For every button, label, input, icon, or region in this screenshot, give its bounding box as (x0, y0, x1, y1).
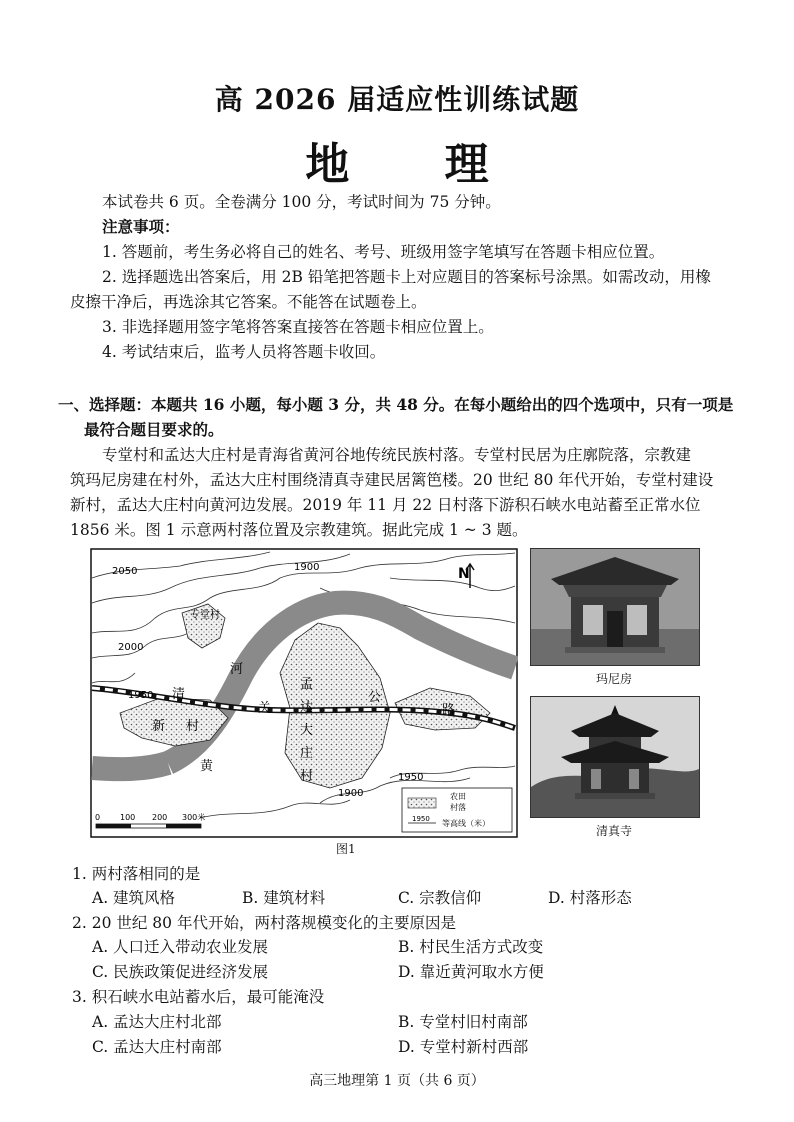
section-heading-cont: 最符合题目要求的。 (84, 420, 224, 439)
svg-text:大: 大 (300, 723, 314, 738)
figure-caption: 图1 (336, 842, 356, 856)
passage-line: 专堂村和孟达大庄村是青海省黄河谷地传统民族村落。专堂村民居为庄廓院落，宗教建 (102, 446, 692, 464)
svg-text:等高线（米）: 等高线（米） (442, 819, 490, 828)
photo-caption: 玛尼房 (595, 672, 632, 686)
option: C. 宗教信仰 (398, 889, 482, 907)
option: D. 专堂村新村西部 (398, 1038, 529, 1056)
option: B. 村民生活方式改变 (398, 938, 544, 956)
notice-heading: 注意事项： (102, 217, 180, 236)
village-map (90, 548, 518, 838)
map-char: 公 (368, 690, 382, 705)
question-stem: 3. 积石峡水电站蓄水后，最可能淹没 (72, 988, 325, 1006)
village-label-zhuantang: 专堂村 (190, 610, 220, 621)
passage-line: 新村，孟达大庄村向黄河边发展。2019 年 11 月 22 日村落下游积石峡水电站蓄至正常水位 (70, 496, 701, 514)
subject-title: 地 理 (305, 139, 529, 190)
option: A. 孟达大庄村北部 (92, 1013, 222, 1031)
svg-text:100: 100 (120, 813, 136, 822)
map-char: 河 (230, 662, 244, 677)
contour-label: 2000 (118, 642, 144, 653)
notice-item: 3. 非选择题用签字笔将答案直接答在答题卡相应位置上。 (102, 318, 494, 336)
map-char: 关 (258, 701, 272, 716)
contour-label: 1900 (294, 562, 320, 573)
svg-text:农田: 农田 (450, 792, 466, 801)
option: D. 靠近黄河取水方便 (398, 963, 544, 981)
option: A. 建筑风格 (92, 889, 176, 907)
svg-text:0: 0 (95, 813, 101, 822)
map-legend (402, 788, 512, 832)
passage-line: 筑玛尼房建在村外，孟达大庄村围绕清真寺建民居篱笆楼。20 世纪 80 年代开始，专堂村建设 (70, 471, 714, 489)
option: C. 孟达大庄村南部 (92, 1038, 222, 1056)
passage-line: 1856 米。图 1 示意两村落位置及宗教建筑。据此完成 1 ~ 3 题。 (70, 521, 528, 539)
question-stem: 2. 20 世纪 80 年代开始，两村落规模变化的主要原因是 (72, 914, 456, 932)
contour-label: 1950 (128, 690, 154, 701)
svg-text:1950: 1950 (412, 815, 430, 823)
section-heading: 一、选择题：本题共 16 小题，每小题 3 分，共 48 分。在每小题给出的四个选项中，只有一项是 (58, 395, 734, 414)
svg-text:村落: 村落 (450, 803, 466, 812)
option: B. 建筑材料 (242, 889, 326, 907)
option: C. 民族政策促进经济发展 (92, 963, 269, 981)
svg-text:达: 达 (300, 700, 314, 715)
map-char: 村 (186, 719, 200, 734)
page-footer: 高三地理第 1 页（共 6 页） (309, 1073, 485, 1089)
notice-item: 2. 选择题选出答案后，用 2B 铅笔把答题卡上对应题目的答案标号涂黑。如需改动，用橡 (102, 268, 711, 286)
question-stem: 1. 两村落相同的是 (72, 865, 201, 883)
svg-text:200: 200 (152, 813, 168, 822)
exam-intro: 本试卷共 6 页。全卷满分 100 分，考试时间为 75 分钟。 (102, 193, 501, 211)
mosque-photo (530, 696, 700, 818)
notice-item: 1. 答题前，考生务必将自己的姓名、考号、班级用签字笔填写在答题卡相应位置。 (102, 243, 665, 261)
mani-house-photo (530, 548, 700, 666)
map-char: 清 (172, 687, 186, 702)
svg-text:庄: 庄 (300, 746, 314, 761)
svg-text:村: 村 (300, 769, 314, 784)
contour-label: 1950 (398, 772, 424, 783)
svg-text:300米: 300米 (182, 813, 206, 822)
svg-text:N: N (458, 566, 470, 582)
map-char: 新 (152, 719, 166, 734)
option: B. 专堂村旧村南部 (398, 1013, 528, 1031)
contour-label: 2050 (112, 566, 138, 577)
map-char: 路 (442, 703, 456, 718)
map-char: 黄 (200, 759, 214, 774)
contour-label: 1900 (338, 788, 364, 799)
notice-item: 皮擦干净后，再选涂其它答案。不能答在试题卷上。 (70, 293, 427, 311)
option: D. 村落形态 (548, 889, 632, 907)
notice-item: 4. 考试结束后，监考人员将答题卡收回。 (102, 343, 386, 361)
photo-caption: 清真寺 (595, 824, 632, 838)
svg-text:孟: 孟 (300, 677, 314, 692)
option: A. 人口迁入带动农业发展 (92, 938, 269, 956)
exam-title: 高 2026 届适应性训练试题 (214, 83, 580, 116)
